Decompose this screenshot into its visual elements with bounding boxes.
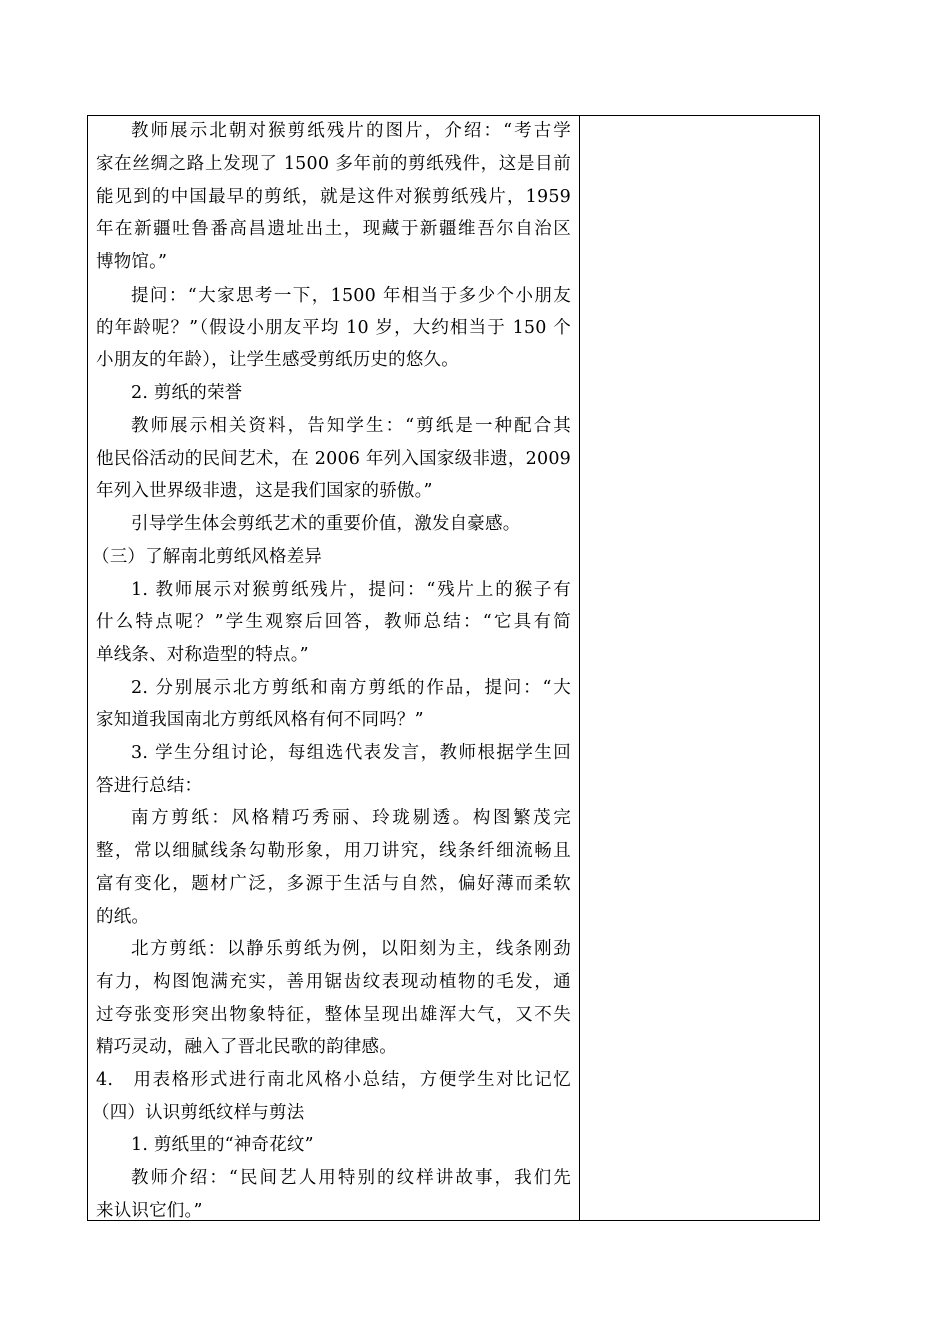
paragraph-line: 教师介绍：“民间艺人用特别的纹样讲故事，我们先 — [131, 1168, 571, 1188]
paragraph-line: 小朋友的年龄），让学生感受剪纸历史的悠久。 — [96, 350, 459, 370]
paragraph-line: 的纸。 — [96, 907, 150, 927]
paragraph-line: 4. 用表格形式进行南北风格小总结，方便学生对比记忆 — [96, 1070, 571, 1090]
paragraph-line: 答进行总结： — [96, 776, 203, 796]
section-heading: （四）认识剪纸纹样与剪法 — [92, 1103, 305, 1123]
paragraph-line: 1. 教师展示对猴剪纸残片，提问：“残片上的猴子有 — [131, 580, 571, 600]
paragraph-line: 博物馆。” — [96, 252, 168, 272]
paragraph-line: 有力，构图饱满充实，善用锯齿纹表现动植物的毛发，通 — [96, 972, 571, 992]
paragraph-line: 整，常以细腻线条勾勒形象，用刀讲究，线条纤细流畅且 — [96, 841, 571, 861]
content-cell — [88, 116, 580, 1220]
paragraph-line: 北方剪纸：以静乐剪纸为例，以阳刻为主，线条刚劲 — [131, 939, 571, 959]
paragraph-line: 家在丝绸之路上发现了 1500 多年前的剪纸残件，这是目前 — [96, 154, 571, 174]
paragraph-line: 单线条、对称造型的特点。” — [96, 645, 309, 665]
paragraph-line: 精巧灵动，融入了晋北民歌的韵律感。 — [96, 1037, 397, 1057]
paragraph-line: 家知道我国南北方剪纸风格有何不同吗？” — [96, 710, 424, 730]
paragraph-line: 年在新疆吐鲁番高昌遗址出土，现藏于新疆维吾尔自治区 — [96, 219, 571, 239]
paragraph-line: 年列入世界级非遗，这是我们国家的骄傲。” — [96, 481, 433, 501]
section-heading: （三）了解南北剪纸风格差异 — [92, 547, 323, 567]
paragraph-line: 教师展示北朝对猴剪纸残片的图片，介绍：“考古学 — [131, 121, 571, 141]
paragraph-line: 南方剪纸：风格精巧秀丽、玲珑剔透。构图繁茂完 — [131, 808, 571, 828]
section-heading: 1. 剪纸里的“神奇花纹” — [131, 1135, 314, 1155]
paragraph-line: 2. 分别展示北方剪纸和南方剪纸的作品，提问：“大 — [131, 678, 571, 698]
paragraph-line: 什么特点呢？”学生观察后回答，教师总结：“它具有简 — [96, 612, 571, 632]
paragraph-line: 他民俗活动的民间艺术，在 2006 年列入国家级非遗，2009 — [96, 449, 571, 469]
paragraph-line: 能见到的中国最早的剪纸，就是这件对猴剪纸残片，1959 — [96, 187, 571, 207]
paragraph-line: 来认识它们。” — [96, 1201, 203, 1221]
paragraph-line: 的年龄呢？”（假设小朋友平均 10 岁，大约相当于 150 个 — [96, 318, 571, 338]
paragraph-line: 教师展示相关资料，告知学生：“剪纸是一种配合其 — [131, 416, 571, 436]
paragraph-line: 过夸张变形突出物象特征，整体呈现出雄浑大气，又不失 — [96, 1005, 571, 1025]
section-heading: 2. 剪纸的荣誉 — [131, 383, 243, 403]
paragraph-line: 富有变化，题材广泛，多源于生活与自然，偏好薄而柔软 — [96, 874, 571, 894]
notes-cell — [580, 116, 819, 1220]
paragraph-line: 引导学生体会剪纸艺术的重要价值，激发自豪感。 — [131, 514, 521, 534]
paragraph-line: 3. 学生分组讨论，每组选代表发言，教师根据学生回 — [131, 743, 571, 763]
paragraph-line: 提问：“大家思考一下，1500 年相当于多少个小朋友 — [131, 286, 571, 306]
lesson-plan-table — [87, 115, 820, 1221]
